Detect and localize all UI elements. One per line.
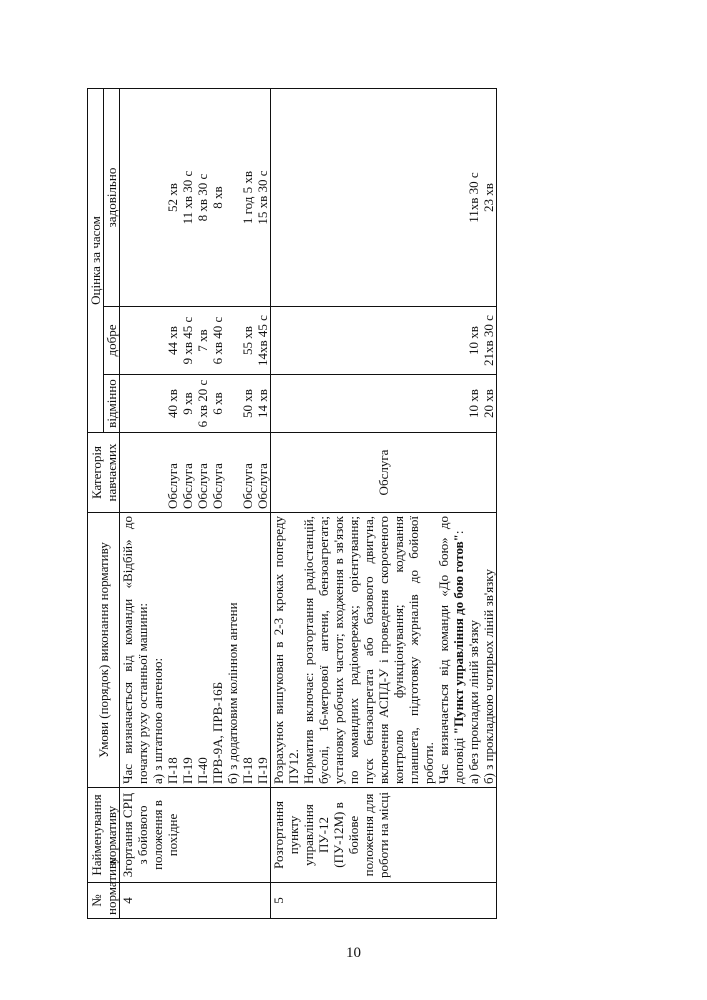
row4-cond-3: ПРВ-9А, ПРВ-16Б [210, 681, 225, 784]
table-row-4 [120, 89, 271, 919]
header-satisfactory: задовільно [104, 89, 120, 307]
row5-p3-post: : [451, 530, 466, 535]
row4-cat-1: Обслуга [180, 463, 195, 509]
row4-sub-a: а) з штатною антеною: [150, 657, 165, 784]
row5-category: Обслуга [271, 433, 497, 513]
row5-p3 [436, 516, 466, 784]
row5-p3-bold: "Пункт управління до бою готов" [451, 534, 466, 735]
header-excellent: відмінно [104, 375, 120, 433]
row4-cat-4: Обслуга [240, 463, 255, 509]
row4-category [120, 433, 271, 513]
row4-ex-4: 50 хв [240, 389, 255, 418]
row5-conditions [271, 513, 497, 788]
row4-name: Згортання СРЦ з бойового положення в похідне [120, 788, 271, 883]
row4-ex-2: 6 хв 20 с [195, 379, 210, 428]
row5-excellent [271, 375, 497, 433]
row4-cond-5: П-19 [255, 757, 270, 784]
row4-excellent [120, 375, 271, 433]
row5-name: Розгортання пункту управління ПУ-12 (ПУ-12М) в бойове положення для роботи на місці [271, 788, 497, 883]
row4-cond-1: П-19 [180, 757, 195, 784]
header-good: добре [104, 307, 120, 375]
row4-satisfactory [120, 89, 271, 307]
row4-good-3: 6 хв 40 с [210, 316, 225, 365]
row4-cat-5: Обслуга [255, 463, 270, 509]
row5-good [271, 307, 497, 375]
row5-good-0: 10 хв [466, 326, 481, 355]
row4-sat-5: 15 хв 30 с [255, 170, 270, 225]
row5-number: 5 [271, 883, 497, 919]
row4-good-5: 14хв 45 с [255, 315, 270, 366]
row4-cond-0: П-18 [165, 757, 180, 784]
row4-good-4: 55 хв [240, 326, 255, 355]
row4-good-1: 9 хв 45 с [180, 316, 195, 365]
row5-cond-1: б) з прокладкою чотирьох ліній зв'язку [481, 569, 496, 784]
row4-cond-4: П-18 [240, 757, 255, 784]
row4-cat-2: Обслуга [195, 463, 210, 509]
normative-table [87, 88, 497, 919]
row4-sat-1: 11 хв 30 с [180, 170, 195, 225]
page-number: 10 [346, 945, 361, 961]
row5-p3-pre: Час визначається від команди «До бою» до доповіді [436, 516, 466, 784]
row4-sat-3: 8 хв [210, 186, 225, 209]
row4-sat-2: 8 хв 30 с [195, 173, 210, 222]
header-number: № нормативу [88, 883, 120, 919]
row4-sub-b: б) з додатковим колінном антени [225, 602, 240, 784]
row4-ex-0: 40 хв [165, 389, 180, 418]
row4-cat-0: Обслуга [165, 463, 180, 509]
row4-number: 4 [120, 883, 271, 919]
row4-conditions [120, 513, 271, 788]
row5-p2: Норматив включає: розгортання радіостанцій, бусолі, 16-метрової антени, бензоагрегата; установку робочих частот; входження в зв'язок по командних радіомережах; орієнтування; пуск бензоагрегата або базового двигуна, включення АСПД-У і проведення скороченого контролю функціонування; кодування планшета, підготовку журналів до бойової роботи. [301, 516, 436, 784]
row4-intro: Час визначається від команди «Відбій» до початку руху останньої машини: [120, 516, 150, 784]
header-conditions: Умови (порядок) виконання нормативу [88, 513, 120, 788]
row4-ex-1: 9 хв [180, 392, 195, 415]
header-category: Категорія навчаємих [88, 433, 120, 513]
row4-good [120, 307, 271, 375]
header-time-group: Оцінка за часом [88, 89, 104, 433]
row5-p1: Розрахунок вишукован в 2-3 кроках попереду ПУ12. [271, 516, 301, 784]
row5-sat-1: 23 хв [481, 183, 496, 212]
row4-sat-0: 52 хв [165, 183, 180, 212]
row5-cond-0: а) без прокладки ліній зв'язку [466, 619, 481, 784]
row5-good-1: 21хв 30 с [481, 315, 496, 366]
row4-good-0: 44 хв [165, 326, 180, 355]
row5-sat-0: 11хв 30 с [466, 172, 481, 223]
row4-cat-3: Обслуга [210, 463, 225, 509]
row5-ex-0: 10 хв [466, 389, 481, 418]
row5-ex-1: 20 хв [481, 389, 496, 418]
header-name: Найменування нормативу [88, 788, 120, 883]
row5-satisfactory [271, 89, 497, 307]
row4-sat-4: 1 год 5 хв [240, 170, 255, 225]
row4-ex-5: 14 хв [255, 389, 270, 418]
header-row-1 [88, 89, 104, 919]
table-row-5 [271, 89, 497, 919]
row4-ex-3: 6 хв [210, 392, 225, 415]
rotated-page-content [87, 89, 607, 919]
row4-good-2: 7 хв [195, 329, 210, 352]
row4-cond-2: П-40 [195, 757, 210, 784]
